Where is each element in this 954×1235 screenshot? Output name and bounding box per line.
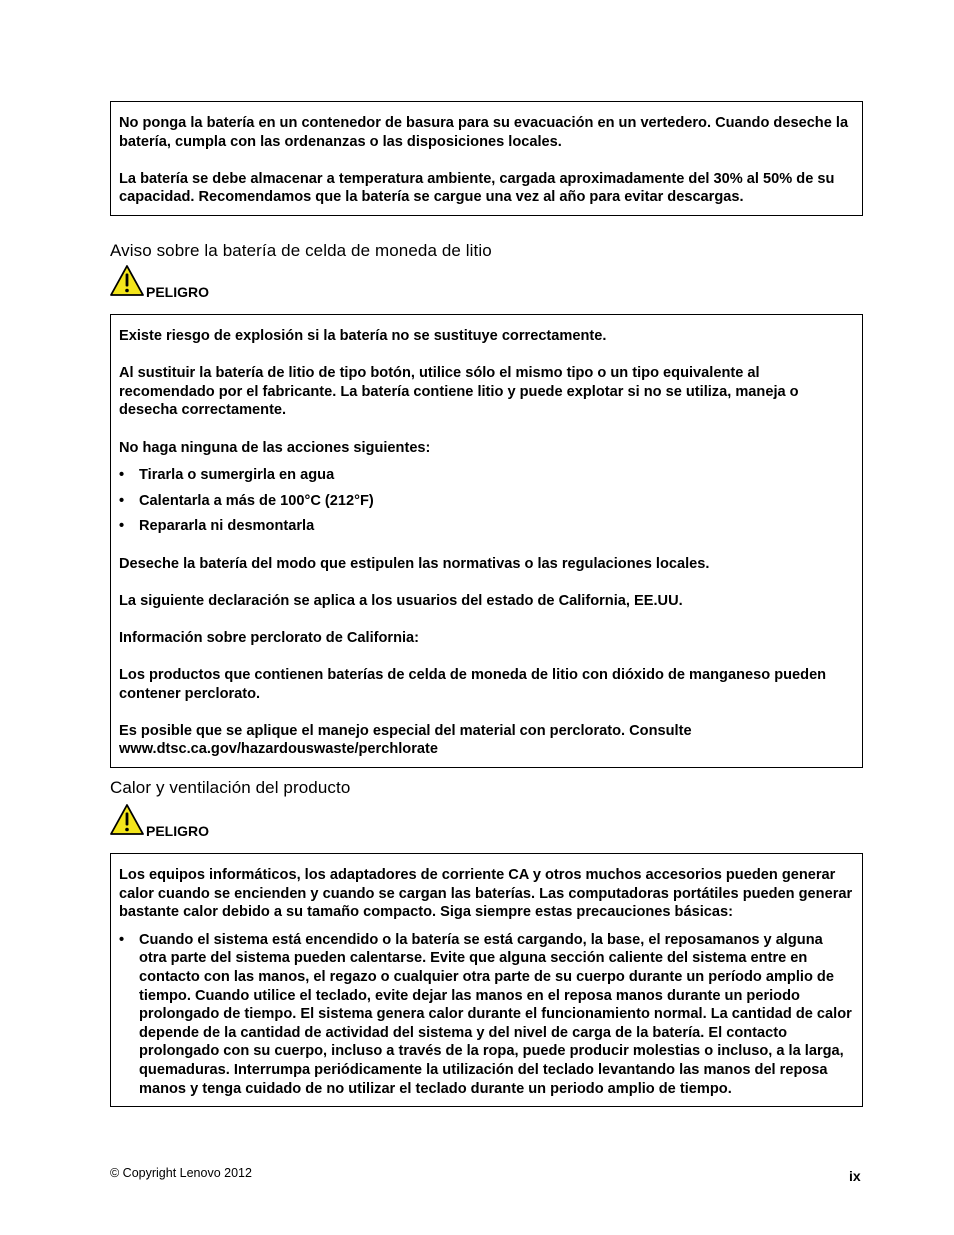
danger-paragraph: Al sustituir la batería de litio de tipo botón, utilice sólo el mismo tipo o un tipo equivalente al recomendado por el fabricante. La batería contiene litio y puede explotar si no se utiliza, maneja o desecha correctamente.: [119, 365, 799, 419]
list-item: • Tirarla o sumergirla en agua: [119, 467, 335, 484]
page-number: ix: [849, 1168, 861, 1184]
danger-paragraph: Es posible que se aplique el manejo especial del material con perclorato. Consulte www.dtsc.ca.gov/hazardouswaste/perchlorate: [119, 722, 692, 758]
prohibited-actions-list: [119, 466, 854, 536]
notice-paragraph: La batería se debe almacenar a temperatura ambiente, cargada aproximadamente del 30% al 50% de su capacidad. Recomendamos que la batería se cargue una vez al año para evitar descargas.: [119, 170, 835, 206]
danger-paragraph: Existe riesgo de explosión si la batería no se sustituye correctamente.: [119, 328, 607, 344]
list-item: • Cuando el sistema está encendido o la batería se está cargando, la base, el reposamanos y alguna otra parte del sistema pueden calentarse. Evite que alguna sección caliente del sistema entre en contacto con las manos, el regazo o cualquier otra parte de su cuerpo durante un período amplio de tiempo. Cuando utilice el teclado, evite dejar las manos en el reposa manos durante un periodo prolongado de tiempo. El sistema genera calor durante el funcionamiento normal. La cantidad de calor depende de la cantidad de actividad del sistema y del nivel de carga de la batería. El contacto prolongado con su cuerpo, incluso a través de la ropa, puede producir molestias o incluso, a la larga, quemaduras. Interrumpa periódicamente la utilización del teclado levantando las manos del reposa manos y tenga cuidado de no utilizar el teclado durante un periodo amplio de tiempo.: [119, 931, 852, 1097]
danger-paragraph: La siguiente declaración se aplica a los usuarios del estado de California, EE.UU.: [119, 592, 683, 609]
section-heading-heat-ventilation: Calor y ventilación del producto: [110, 778, 351, 797]
danger-paragraph: Deseche la batería del modo que estipulen las normativas o las regulaciones locales.: [119, 555, 710, 572]
danger-paragraph: Información sobre perclorato de California:: [119, 629, 420, 646]
list-item: • Repararla ni desmontarla: [119, 518, 315, 535]
lithium-battery-danger-box: [110, 314, 863, 768]
heat-danger-box: [110, 853, 863, 1107]
list-item: • Calentarla a más de 100°C (212°F): [119, 492, 374, 509]
danger-paragraph: Los productos que contienen baterías de celda de moneda de litio con dióxido de manganeso pueden contener perclorato.: [119, 667, 827, 702]
battery-disposal-notice-box: [110, 101, 863, 216]
notice-paragraph: No ponga la batería en un contenedor de basura para su evacuación en un vertedero. Cuando deseche la batería, cumpla con las ordenanzas o las disposiciones locales.: [119, 115, 849, 150]
copyright-notice: © Copyright Lenovo 2012: [110, 1166, 252, 1180]
danger-text: PELIGRO: [146, 823, 210, 839]
warning-triangle-icon: [110, 803, 146, 837]
heat-precautions-list: [119, 931, 854, 1098]
danger-paragraph: No haga ninguna de las acciones siguientes:: [119, 439, 431, 456]
danger-paragraph: Los equipos informáticos, los adaptadores de corriente CA y otros muchos accesorios pueden generar calor cuando se encienden y cuando se cargan las baterías. Las computadoras portátiles pueden generar bastante calor debido a su tamaño compacto. Siga siempre estas precauciones básicas:: [119, 867, 853, 921]
warning-triangle-icon: [110, 264, 146, 298]
section-heading-lithium-battery: Aviso sobre la batería de celda de moneda de litio: [110, 241, 492, 260]
danger-text: PELIGRO: [146, 284, 210, 300]
